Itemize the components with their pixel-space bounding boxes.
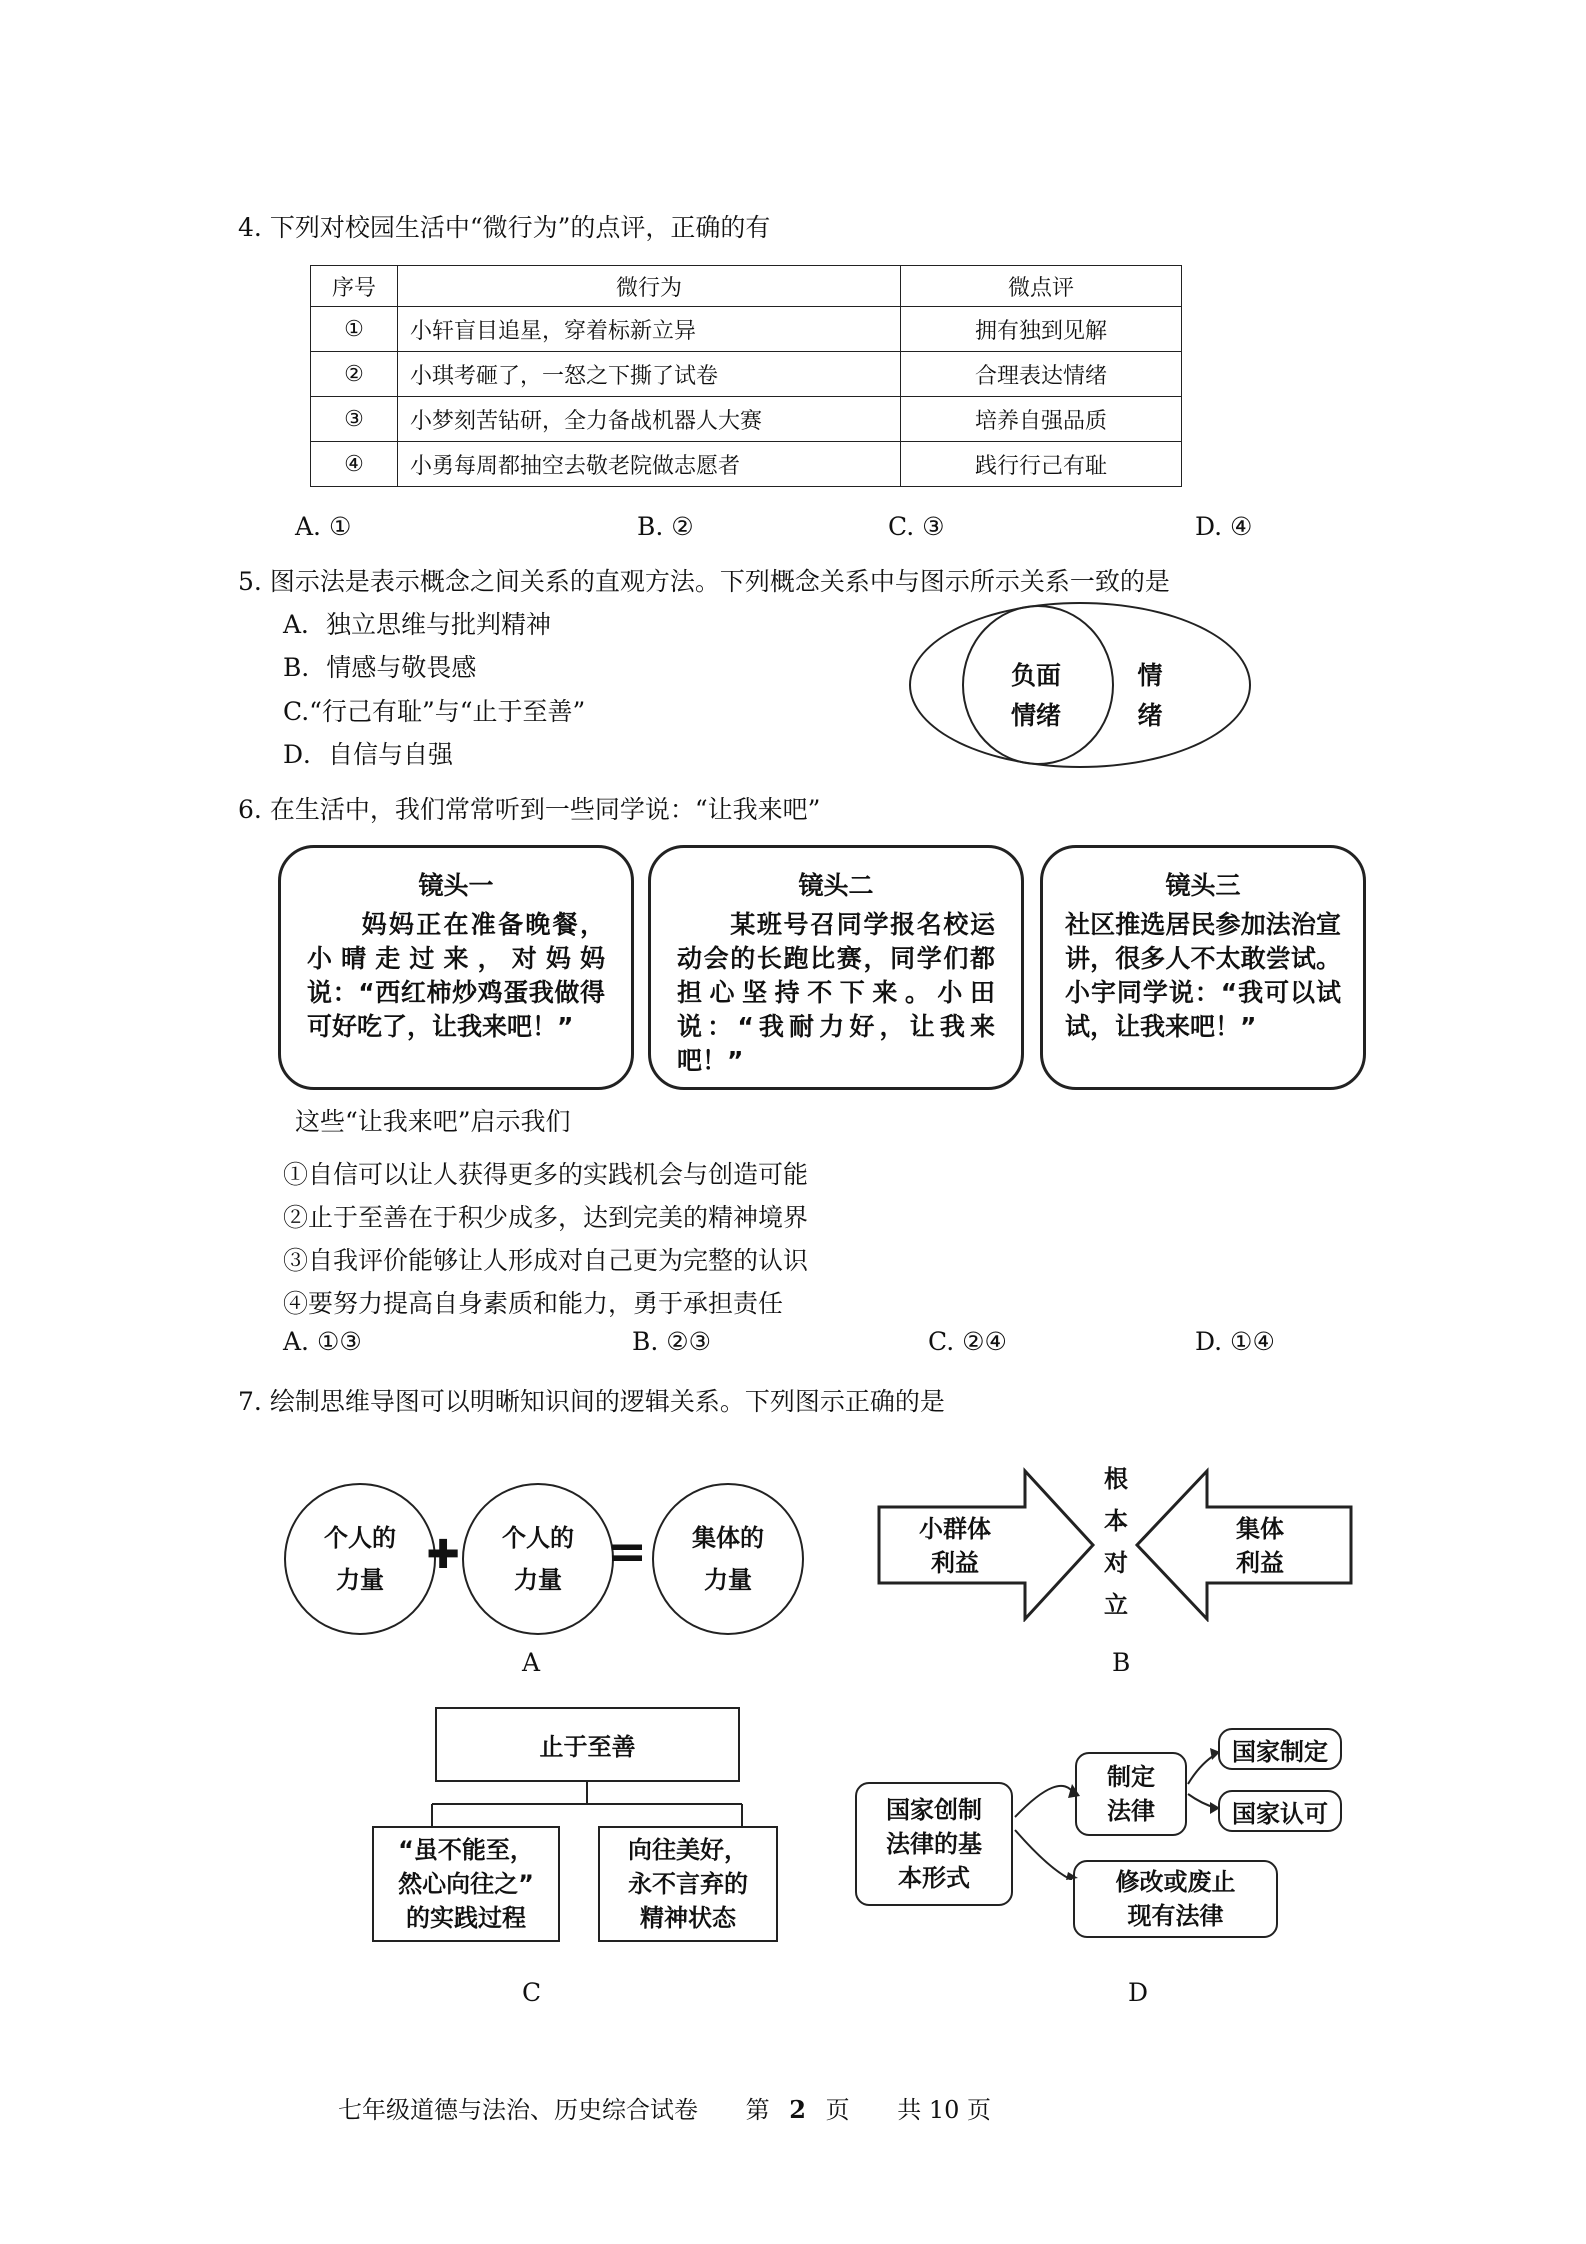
- outer-label: [1130, 656, 1170, 736]
- q4-table: [310, 265, 1182, 487]
- diagram-label-a: A: [522, 1648, 541, 1677]
- inner-label-line: 负面: [1010, 661, 1061, 690]
- statement: ②止于至善在于积少成多，达到完美的精神境界: [283, 1203, 809, 1232]
- question-number: 6.: [238, 795, 262, 824]
- table-cell: ④: [311, 442, 398, 487]
- question-number: 7.: [238, 1387, 262, 1416]
- scene-heading: 镜头三: [1165, 871, 1241, 900]
- table-row: [311, 397, 1182, 442]
- diagram-label-d: D: [1128, 1978, 1149, 2007]
- diagram-c-connectors: [430, 1780, 750, 1828]
- statement: ④要努力提高自身素质和能力，勇于承担责任: [283, 1289, 784, 1318]
- table-cell: 小梦刻苦钻研，全力备战机器人大赛: [398, 397, 901, 442]
- top-box-perfection: 止于至善: [435, 1707, 740, 1782]
- leaf-box-state-enacted: 国家制定: [1218, 1728, 1342, 1770]
- scene-heading: 镜头一: [418, 871, 494, 900]
- statement: ③自我评价能够让人形成对自己更为完整的认识: [283, 1246, 809, 1275]
- scene-text: 某班号召同学报名校运动会的长跑比赛，同学们都担心坚持不下来。小田说：“我耐力好，让我来吧！”: [677, 910, 995, 1075]
- table-header: 序号: [311, 266, 398, 307]
- question-number: 4.: [238, 213, 262, 242]
- diagram-d-connectors: [1010, 1740, 1222, 1880]
- table-row: [311, 307, 1182, 352]
- equals-icon: =: [606, 1524, 648, 1580]
- option-a: A. ①: [295, 512, 352, 541]
- scene-box-3: [1040, 845, 1366, 1090]
- branch-box-enact-law: 制定 法律: [1075, 1752, 1187, 1836]
- left-box-practice: “虽不能至， 然心向往之” 的实践过程: [372, 1826, 560, 1942]
- scene-text: 社区推选居民参加法治宣讲，很多人不太敢尝试。小宇同学说：“我可以试试，让我来吧！”: [1065, 910, 1341, 1041]
- outer-label-line: 情: [1137, 661, 1163, 690]
- circle-collective: 集体的 力量: [652, 1483, 804, 1635]
- diagram-label-c: C: [522, 1978, 542, 2007]
- table-cell: 践行行己有耻: [901, 442, 1182, 487]
- scene-box-2: [648, 845, 1024, 1090]
- table-cell: ①: [311, 307, 398, 352]
- option-c: C.“行己有耻”与“止于至善”: [283, 697, 586, 726]
- question-6-title: [238, 790, 820, 826]
- option-d: D. ④: [1195, 512, 1253, 541]
- vertical-char: 对: [1104, 1549, 1128, 1577]
- branch-box-amend-repeal: 修改或废止 现有法律: [1073, 1860, 1278, 1938]
- table-row: [311, 442, 1182, 487]
- option-c: C. ②④: [928, 1327, 1007, 1356]
- table-cell: 小轩盲目追星，穿着标新立异: [398, 307, 901, 352]
- small-group-interest-label: 小群体 利益: [919, 1515, 991, 1577]
- table-cell: 拥有独到见解: [901, 307, 1182, 352]
- scene-box-1: [278, 845, 634, 1090]
- question-number: 5.: [238, 567, 262, 596]
- page-footer: [338, 2090, 991, 2125]
- footer-total-pages: 共 10 页: [897, 2096, 992, 2124]
- footer-exam-title: 七年级道德与法治、历史综合试卷: [338, 2096, 698, 2124]
- table-row: [311, 352, 1182, 397]
- table-cell: ②: [311, 352, 398, 397]
- option-b: B. ②: [637, 512, 694, 541]
- q6-prompt: 这些“让我来吧”启示我们: [295, 1107, 571, 1136]
- table-cell: 小琪考砸了，一怒之下撕了试卷: [398, 352, 901, 397]
- diagram-label-b: B: [1112, 1648, 1131, 1677]
- table-cell: 合理表达情绪: [901, 352, 1182, 397]
- inner-label-line: 情绪: [1010, 701, 1061, 730]
- scene-text: 妈妈正在准备晚餐，小晴走过来，对妈妈说：“西红柿炒鸡蛋我做得可好吃了，让我来吧！”: [307, 910, 605, 1041]
- fundamental-opposition-label: [1098, 1458, 1134, 1626]
- table-cell: ③: [311, 397, 398, 442]
- right-box-spirit: 向往美好， 永不言弃的 精神状态: [598, 1826, 778, 1942]
- option-b: B. ②③: [632, 1327, 712, 1356]
- option-c: C. ③: [888, 512, 945, 541]
- question-text: 图示法是表示概念之间关系的直观方法。下列概念关系中与图示所示关系一致的是: [269, 567, 1170, 596]
- option-b: B．情感与敬畏感: [283, 653, 477, 682]
- option-d: D. ①④: [1195, 1327, 1275, 1356]
- inner-label: [962, 656, 1110, 736]
- table-header: 微点评: [901, 266, 1182, 307]
- table-cell: 培养自强品质: [901, 397, 1182, 442]
- footer-page-suffix: 页: [825, 2096, 850, 2124]
- circle-individual-2: 个人的 力量: [462, 1483, 614, 1635]
- plus-icon: ✚: [426, 1532, 460, 1578]
- leaf-box-state-recognized: 国家认可: [1218, 1790, 1342, 1832]
- vertical-char: 根: [1104, 1465, 1128, 1493]
- scene-heading: 镜头二: [798, 871, 874, 900]
- root-box-law-forms: 国家创制 法律的基 本形式: [855, 1782, 1013, 1906]
- table-cell: 小勇每周都抽空去敬老院做志愿者: [398, 442, 901, 487]
- footer-page-number: 2: [789, 2095, 806, 2124]
- option-a: A．独立思维与批判精神: [283, 610, 552, 639]
- question-7-title: [238, 1382, 945, 1418]
- circle-individual-1: 个人的 力量: [284, 1483, 436, 1635]
- statement: ①自信可以让人获得更多的实践机会与创造可能: [283, 1160, 809, 1189]
- outer-label-line: 绪: [1137, 701, 1163, 730]
- vertical-char: 本: [1104, 1507, 1128, 1535]
- table-header: 微行为: [398, 266, 901, 307]
- option-a: A. ①③: [283, 1327, 362, 1356]
- collective-interest-label: 集体 利益: [1236, 1515, 1284, 1577]
- question-4-title: [238, 208, 770, 244]
- vertical-char: 立: [1104, 1591, 1128, 1619]
- option-d: D．自信与自强: [283, 740, 454, 769]
- footer-page-prefix: 第: [745, 2096, 770, 2124]
- question-5-title: [238, 562, 1170, 598]
- question-text: 在生活中，我们常常听到一些同学说：“让我来吧”: [269, 795, 821, 824]
- question-text: 绘制思维导图可以明晰知识间的逻辑关系。下列图示正确的是: [269, 1387, 945, 1416]
- question-text: 下列对校园生活中“微行为”的点评，正确的有: [269, 213, 771, 242]
